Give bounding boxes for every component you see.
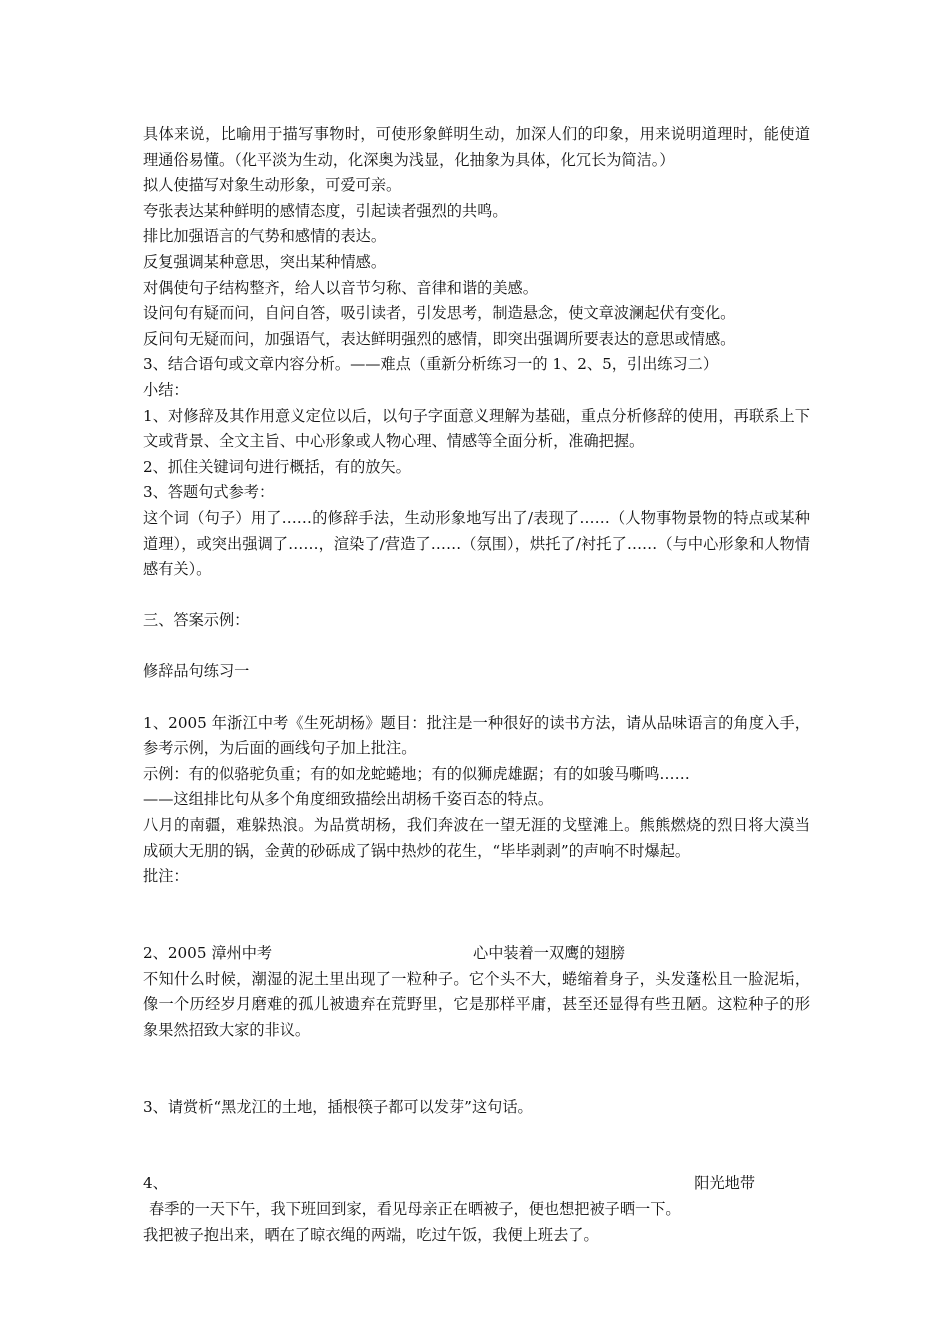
paragraph-parallelism: 排比加强语言的气势和感情的表达。 — [143, 227, 386, 246]
question-4-line-2: 我把被子抱出来，晒在了晾衣绳的两端，吃过午饭，我便上班去了。 — [143, 1225, 599, 1244]
question-4-label: 4、 — [143, 1174, 168, 1193]
question-1-example-note: ——这组排比句从多个角度细致描绘出胡杨千姿百态的特点。 — [143, 790, 554, 809]
paragraph-repetition: 反复强调某种意思，突出某种情感。 — [143, 252, 386, 271]
question-4-header — [143, 1171, 810, 1197]
question-2-label: 2、2005 漳州中考 — [143, 944, 273, 962]
paragraph-summary-3: 3、答题句式参考： — [143, 483, 275, 502]
exercise-heading: 修辞品句练习一 — [143, 662, 250, 681]
paragraph-rhetorical-question: 反问句无疑而问，加强语气，表达鲜明强烈的感情，即突出强调所要表达的意思或情感。 — [143, 329, 736, 348]
question-1-annotation-label: 批注： — [143, 867, 189, 886]
paragraph-metaphor-effect: 具体来说，比喻用于描写事物时，可使形象鲜明生动，加深人们的印象，用来说明道理时，能使道理通俗易懂。（化平淡为生动，化深奥为浅显，化抽象为具体，化冗长为简洁。） — [143, 125, 810, 169]
question-4-line-1: 春季的一天下午，我下班回到家，看见母亲正在晒被子，便也想把被子晒一下。 — [149, 1199, 681, 1218]
paragraph-summary-1: 1、对修辞及其作用意义定位以后，以句子字面意义理解为基础，重点分析修辞的使用，再联系上下文或背景、全文主旨、中心形象或人物心理、情感等全面分析，准确把握。 — [143, 406, 810, 451]
spacer — [143, 1120, 810, 1171]
question-4-title: 阳光地带 — [694, 1174, 755, 1193]
spacer — [143, 583, 810, 609]
question-1-example: 示例：有的似骆驼负重；有的如龙蛇蜷地；有的似狮虎雄踞；有的如骏马嘶鸣…… — [143, 764, 690, 783]
question-2-passage: 不知什么时候，潮湿的泥土里出现了一粒种子。它个头不大，蜷缩着身子，头发蓬松且一脸泥垢，像一个历经岁月磨难的孤儿被遗弃在荒野里，它是那样平庸，甚至还显得有些丑陋。这粒种子的形象果然招致大家的非议。 — [143, 969, 810, 1039]
paragraph-rhetorical-question-ask: 设问句有疑而问，自问自答，吸引读者，引发思考，制造悬念，使文章波澜起伏有变化。 — [143, 304, 736, 323]
paragraph-point-3: 3、结合语句或文章内容分析。——难点（重新分析练习一的 1、2、5，引出练习二） — [143, 355, 719, 374]
spacer — [143, 1043, 810, 1094]
paragraph-answer-template: 这个词（句子）用了……的修辞手法，生动形象地写出了/表现了……（人物事物景物的特点或某种道理），或突出强调了……，渲染了/营造了……（氛围），烘托了/衬托了……（与中心形象和人物情感有关）。 — [143, 508, 810, 579]
question-2-title: 心中装着一双鹰的翅膀 — [473, 944, 625, 962]
spacer — [143, 634, 810, 660]
question-2-header — [143, 941, 810, 967]
paragraph-summary-label: 小结： — [143, 380, 189, 399]
section-heading-answers: 三、答案示例： — [143, 611, 250, 630]
question-1-prompt: 1、2005 年浙江中考《生死胡杨》题目：批注是一种很好的读书方法，请从品味语言的角度入手，参考示例，为后面的画线句子加上批注。 — [143, 713, 810, 758]
paragraph-personification: 拟人使描写对象生动形象，可爱可亲。 — [143, 176, 402, 195]
question-1-passage: 八月的南疆，难躲热浪。为品赏胡杨，我们奔波在一望无涯的戈壁滩上。熊熊燃烧的烈日将大漠当成硕大无朋的锅，金黄的砂砾成了锅中热炒的花生，“毕毕剥剥”的声响不时爆起。 — [143, 816, 810, 860]
paragraph-summary-2: 2、抓住关键词句进行概括，有的放矢。 — [143, 457, 411, 476]
paragraph-antithesis: 对偶使句子结构整齐，给人以音节匀称、音律和谐的美感。 — [143, 278, 538, 297]
question-3-text: 3、请赏析“黑龙江的土地，插根筷子都可以发芽”这句话。 — [143, 1097, 533, 1116]
document-page — [143, 122, 810, 1248]
spacer — [143, 685, 810, 711]
paragraph-hyperbole: 夸张表达某种鲜明的感情态度，引起读者强烈的共鸣。 — [143, 201, 508, 220]
spacer — [143, 890, 810, 941]
